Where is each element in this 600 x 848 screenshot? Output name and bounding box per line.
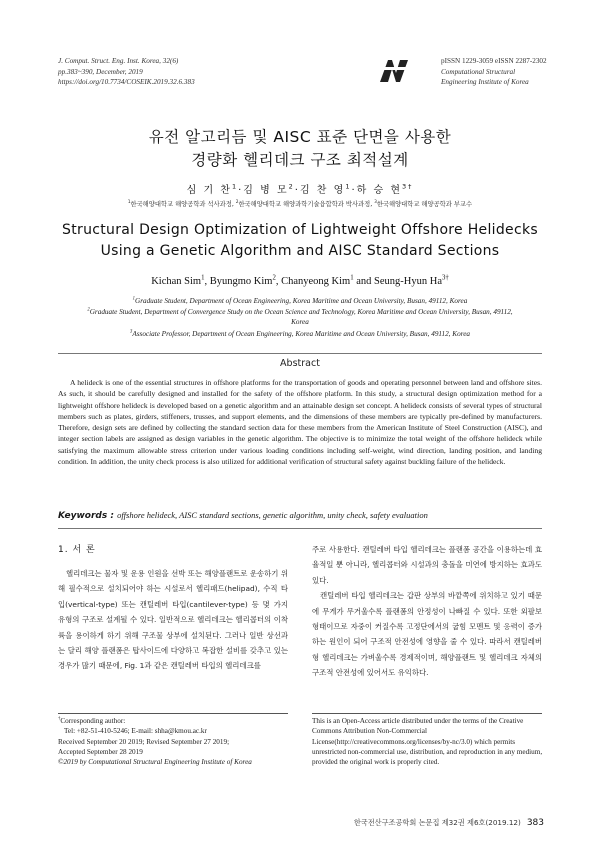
corr-label: Corresponding author: [60, 717, 126, 725]
doi-link[interactable]: https://doi.org/10.7734/COSEIK.2019.32.6.383 [58, 78, 195, 86]
en-author-4-sup: 3† [442, 274, 449, 282]
intro-paragraph-2: 주로 사용한다. 캔틸레버 타입 헬리데크는 플랜폼 공간을 이용하는데 효율적일 뿐 아니라, 헬리콥터와 시설과의 충돌을 미연에 방지하는 효과도 있다. [312, 545, 542, 585]
kr-affil-2: 한국해양대학교 해양과학기술융합학과 박사과정, [238, 201, 373, 208]
korean-authors [0, 181, 600, 196]
en-author-1: Kichan Sim [151, 276, 202, 287]
kr-author-1-sup: 1 [231, 182, 239, 191]
kr-affil-2-sup: 2 [235, 198, 239, 204]
kr-author-3-sup: 1 [345, 182, 352, 191]
en-author-1-sup: 1 [201, 274, 205, 282]
open-access-note: This is an Open-Access article distributed under the terms of the Creative Commons Attribution Non-Commercial License(http://creativecommons.org/licenses/by-nc/3.0) which permits unrestricted non-commercial use, distribution, and reproduction in any medium, provided the original work is properly cited. [312, 717, 543, 767]
intro-paragraph-3: 캔틸레버 타입 헬리데크는 갑판 상부의 바깥쪽에 위치하고 있기 때문에 무게가 무거울수록 플랜폼의 안정성이 나빠질 수 있다. 또한 외팔보 형태이므로 자중이 커질수록 고정단에서의 굽힘 모멘트 및 응력이 증가하는 원인이 되어 구조적 안전성에 영향을 줄 수 있다. 따라서 캔틸레버형 헬리데크는 가벼울수록 경제적이며, 해양플랜트 및 헬리데크 자체의 구조적 안전성에 있어서도 유익하다. [312, 591, 542, 678]
society-line-1: Computational Structural [441, 67, 516, 76]
english-affiliation-1 [80, 296, 520, 306]
journal-line-1: J. Comput. Struct. Eng. Inst. Korea, 32(6) [58, 57, 179, 65]
en-author-sep: and [353, 276, 375, 287]
english-title-line-1: Structural Design Optimization of Lightweight Offshore Helidecks [62, 222, 538, 238]
en-affil-1-sup: 1 [132, 296, 135, 302]
en-affil-2-sup: 2 [87, 307, 90, 313]
korean-title-line-1: 유전 알고리듬 및 AISC 표준 단면을 사용한 [148, 128, 452, 146]
kr-sep: · [294, 185, 300, 196]
kr-affil-1-sup: 1 [127, 198, 131, 204]
en-author-4: Seung-Hyun Ha [374, 276, 442, 287]
english-title-line-2: Using a Genetic Algorithm and AISC Standard Sections [100, 243, 500, 259]
en-affil-1-text: Graduate Student, Department of Ocean Engineering, Korea Maritime and Ocean University, Busan, 49112, Korea [135, 297, 468, 305]
keywords-line [58, 510, 542, 521]
en-author-2-sup: 2 [272, 274, 276, 282]
en-affil-2-text: Graduate Student, Department of Convergence Study on the Ocean Science and Technology, Korea Maritime and Ocean University, Busan, 49112, Korea [89, 308, 513, 326]
en-affil-3-sup: 3 [130, 329, 133, 335]
korean-title-line-2: 경량화 헬리데크 구조 최적설계 [191, 151, 409, 169]
kr-sep: · [351, 185, 357, 196]
kr-sep: · [238, 185, 244, 196]
kr-author-3: 김 찬 영 [299, 185, 346, 196]
en-author-3: Chanyeong Kim [281, 276, 351, 287]
keywords-bottom-rule [58, 528, 542, 529]
kr-author-4-sup: 3† [401, 182, 414, 191]
kr-author-2-sup: 2 [288, 182, 295, 191]
footer-journal: 한국전산구조공학회 논문집 제32권 제6호(2019.12) [353, 818, 521, 827]
abstract-top-rule [58, 353, 542, 354]
en-author-sep: , [275, 276, 282, 287]
kr-affil-3: 한국해양대학교 해양공학과 부교수 [376, 201, 473, 208]
corr-mark: † [58, 716, 61, 722]
journal-citation [58, 56, 358, 88]
issn-numbers: pISSN 1229-3059 eISSN 2287-2302 [441, 57, 547, 65]
kr-author-1: 심 기 찬 [186, 185, 232, 196]
received-dates: Received September 20 2019; Revised September 27 2019; [58, 737, 230, 746]
abstract-heading: Abstract [280, 358, 320, 369]
left-column [58, 566, 288, 674]
english-authors [0, 276, 600, 287]
kr-author-4: 하 승 현 [356, 185, 402, 196]
page-number: 383 [526, 818, 544, 828]
english-affiliation-2 [80, 307, 520, 327]
issn-block [441, 56, 571, 88]
kr-affil-3-sup: 3 [374, 198, 377, 204]
korean-affiliations [0, 199, 600, 208]
left-footnote-rule [58, 713, 288, 714]
en-author-sep: , [204, 276, 210, 287]
kr-affil-1: 한국해양대학교 해양공학과 석사과정, [130, 201, 234, 208]
en-author-3-sup: 1 [350, 274, 354, 282]
keywords-label: Keywords : [58, 511, 118, 521]
english-affiliation-3 [80, 329, 520, 339]
page-footer [330, 818, 544, 828]
corr-contact: Tel: +82-51-410-5246; E-mail: shha@kmou.ac.kr [64, 727, 207, 736]
accepted-date: Accepted September 28 2019 [58, 747, 143, 756]
keywords-text: offshore helideck, AISC standard sections, genetic algorithm, unity check, safety evaluation [117, 510, 428, 520]
kr-author-2: 김 병 모 [243, 185, 289, 196]
society-line-2: Engineering Institute of Korea [441, 78, 529, 86]
cosek-logo-icon [379, 59, 409, 83]
right-footnote-rule [312, 713, 542, 714]
right-column [312, 542, 542, 681]
en-affil-3-text: Associate Professor, Department of Ocean Engineering, Korea Maritime and Ocean University, Busan, 49112, Korea [132, 330, 470, 338]
journal-line-2: pp.383~390, December, 2019 [58, 67, 143, 76]
abstract-text: A helideck is one of the essential structures in offshore platforms for the transportation of goods and operating personnel between land and offshore sites. As such, it should be carefully designed and installed for the safety of the offshore platform. In this study, a structural design optimization method for a lightweight offshore helideck is developed based on a genetic algorithm and an attainable design set concept. A helideck consists of several types of structural members such as plates, girders, stiffeners, trusses, and support elements, and the dimensions of these members are typically pre-defined by manufacturers. Therefore, design sets are defined by collecting the standard section data for these members from the American Institute of Steel Construction (AISC), and integer section labels are assigned as design variables in the genetic algorithm. The objective is to minimize the total weight of the offshore helideck while satisfying the maximum allowable stress criterion under various loading conditions including self-weight, wind direction, landing position, and landing condition. In addition, the unity check process is also utilized for additional verification of structural safety against buckling failure of the helideck. [58, 378, 542, 467]
intro-paragraph-1: 헬리데크는 물자 및 운용 인원을 선박 또는 해양플랜트로 운송하기 위해 필수적으로 설치되어야 하는 시설로서 헬리패드(helipad), 수직 타입(vertical-type) 또는 캔틸레버 타입(cantilever-type) 등 몇 가지 유형의 구조로 설계될 수 있다. 일반적으로 헬리데크는 헬리콥터의 이착륙을 용이하게 하기 위해 구조물 상부에 설치된다. 그러나 일반 상선과는 달리 해양 플랜폼은 탑사이드에 다양하고 복잡한 설비를 갖추고 있는 경우가 많기 때문에, Fig. 1과 같은 캔틸레버 타입의 헬리데크를 [58, 569, 288, 671]
copyright-line: ©2019 by Computational Structural Engineering Institute of Korea [58, 758, 252, 767]
en-author-2: Byungmo Kim [209, 276, 273, 287]
corresponding-author-note [58, 716, 298, 767]
section-heading-introduction: 1. 서 론 [58, 545, 96, 555]
